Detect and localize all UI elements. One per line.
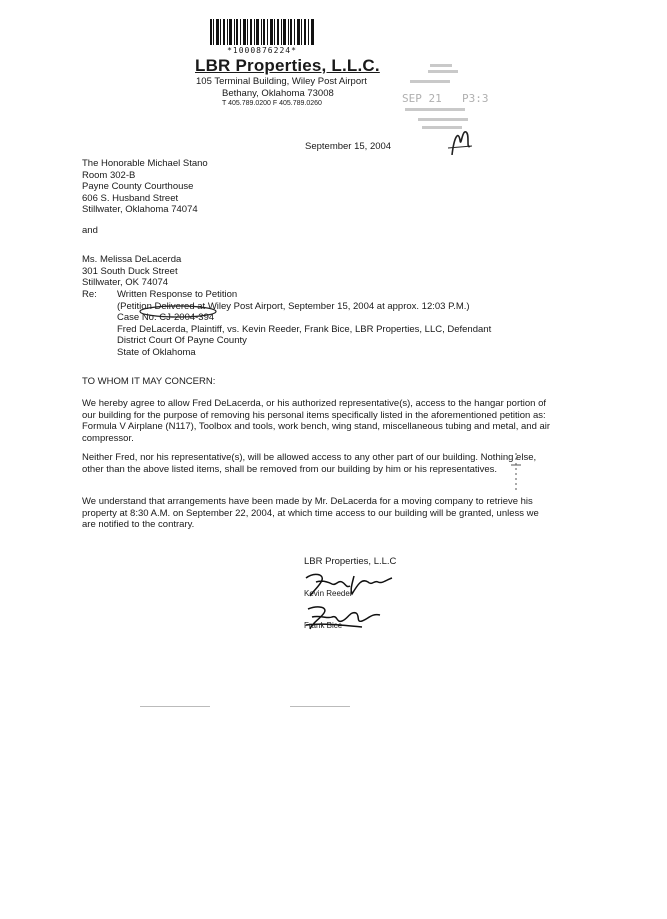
scan-edge-mark <box>511 453 521 493</box>
recipient-block-1 <box>82 158 208 216</box>
signature-company: LBR Properties, L.L.C <box>304 556 397 567</box>
scan-artifact-line <box>140 706 210 707</box>
barcode <box>208 17 316 47</box>
re-line: Fred DeLacerda, Plaintiff, vs. Kevin Reeder, Frank Bice, LBR Properties, LLC, Defendant <box>117 323 492 335</box>
recipient2-line: Stillwater, OK 74074 <box>82 277 169 288</box>
body-paragraph-2: Neither Fred, nor his representative(s), will be allowed access to any other part of our building. Nothing else, other than the above listed items, shall be removed from our building by him or his representatives. <box>82 452 537 475</box>
re-line: District Court Of Payne County <box>117 335 247 346</box>
recipient1-line: Stillwater, Oklahoma 74074 <box>82 204 198 215</box>
company-name: LBR Properties, L.L.C. <box>195 56 380 75</box>
re-block <box>117 289 491 358</box>
case-number-circle <box>138 305 218 318</box>
re-line: State of Oklahoma <box>117 346 196 358</box>
recipient2-line: 301 South Duck Street <box>82 265 178 277</box>
recipient1-line: The Honorable Michael Stano <box>82 158 208 169</box>
barcode-number: *1000876224* <box>227 46 297 55</box>
company-address-line1: 105 Terminal Building, Wiley Post Airport <box>196 76 367 87</box>
recipient-block-2 <box>82 254 181 289</box>
re-line: Case No. CJ-2004-394 <box>117 312 215 323</box>
signer-2-name: Frank Bice <box>304 621 343 630</box>
received-stamp <box>400 60 510 155</box>
body-paragraph-3: We understand that arrangements have been made by Mr. DeLacerda for a moving company to retrieve his property at 8:30 A.M. on September 22, 2004, at which time access to our building will be granted, unless we are notified to the contrary. <box>82 496 539 531</box>
recipient2-line: Ms. Melissa DeLacerda <box>82 254 182 265</box>
scan-artifact-line <box>290 706 350 707</box>
re-line: (Petition Delivered at Wiley Post Airport, September 15, 2004 at approx. 12:03 P.M.) <box>117 300 470 312</box>
signer-1-name: Kevin Reeder <box>304 589 353 598</box>
company-address-line2: Bethany, Oklahoma 73008 <box>222 88 334 99</box>
svg-text:P3:3: P3:3 <box>462 92 489 105</box>
recipient1-line: 606 S. Husband Street <box>82 192 179 204</box>
company-phones: T 405.789.0200 F 405.789.0260 <box>222 100 322 107</box>
salutation: TO WHOM IT MAY CONCERN: <box>82 376 216 387</box>
stamp-date: SEP 21 <box>402 92 442 105</box>
re-line: Written Response to Petition <box>117 289 238 300</box>
recipient1-line: Room 302-B <box>82 169 136 181</box>
recipient1-line: Payne County Courthouse <box>82 181 194 192</box>
re-label: Re: <box>82 289 97 300</box>
letter-date: September 15, 2004 <box>305 141 392 152</box>
body-paragraph-1: We hereby agree to allow Fred DeLacerda, or his authorized representative(s), access to the hangar portion of our building for the purpose of removing his personal items specifically listed in the aforementioned petition as: Formula V Airplane (N117), Toolbox and tools, work bench, wing stand, miscellaneous tubing and metal, and air compressor. <box>82 398 551 444</box>
and-word: and <box>82 225 98 236</box>
